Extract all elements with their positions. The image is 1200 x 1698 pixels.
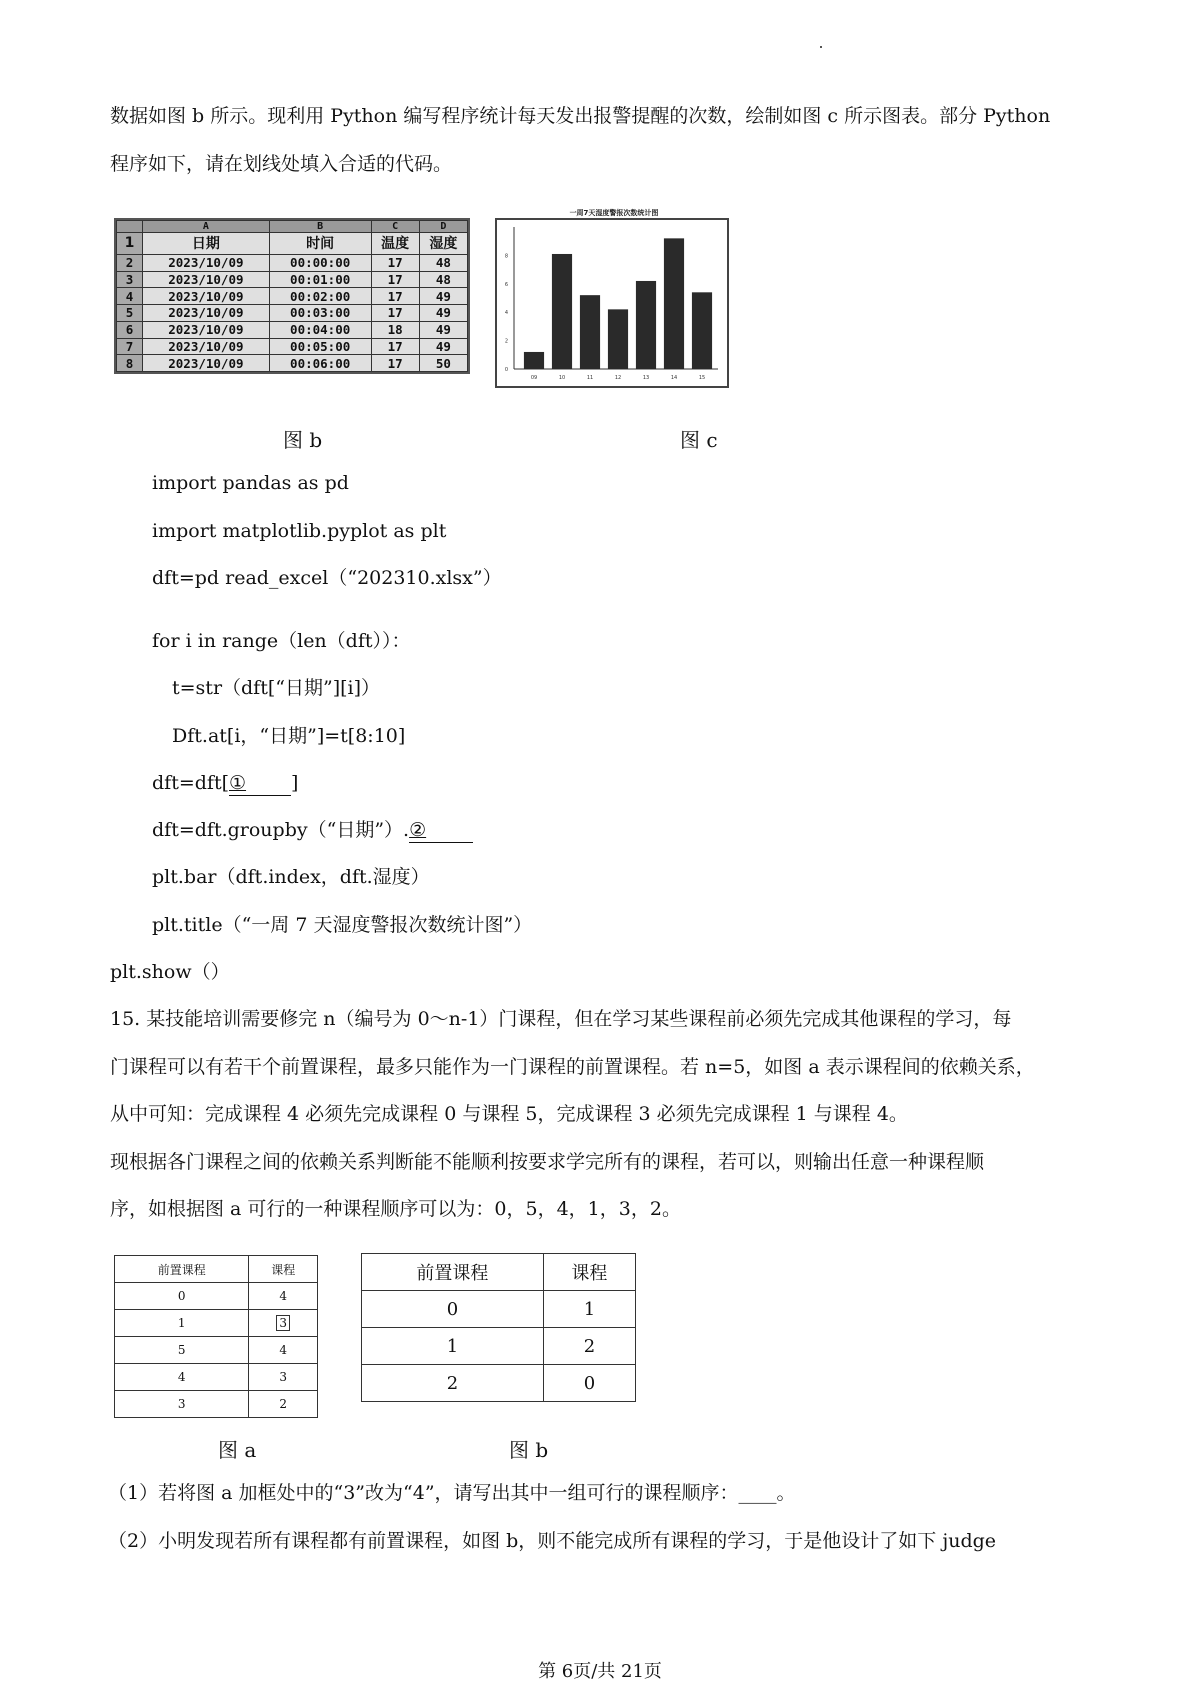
table-cell bbox=[115, 1310, 249, 1337]
chart-x-tick-label: 11 bbox=[586, 375, 594, 381]
chart-y-tick-label: 4 bbox=[504, 310, 508, 317]
code-line-6: Dft.at[i，“日期”]=t[8:10] bbox=[172, 725, 406, 747]
excel-cell: 17 bbox=[371, 254, 419, 271]
table-row bbox=[115, 1310, 318, 1337]
chart-bar bbox=[552, 254, 572, 369]
boxed-cell-value: 3 bbox=[276, 1315, 290, 1331]
table-header-cell: 课程 bbox=[249, 1256, 318, 1283]
excel-cell: 00:05:00 bbox=[269, 338, 371, 355]
cell-value: 2 bbox=[446, 1372, 459, 1394]
excel-field-name: 时间 bbox=[269, 233, 371, 255]
excel-cell: 2023/10/09 bbox=[143, 338, 270, 355]
chart-x-tick-label: 09 bbox=[530, 375, 538, 381]
chart-y-tick-label: 8 bbox=[504, 253, 508, 260]
chart-bar bbox=[692, 292, 712, 369]
cell-value: 5 bbox=[177, 1343, 186, 1357]
table-cell bbox=[249, 1310, 318, 1337]
blank-1-marker: ① bbox=[229, 772, 247, 794]
excel-data-row bbox=[117, 271, 468, 288]
code-line-5: t=str（dft[“日期”][i]） bbox=[172, 677, 381, 699]
scan-speck bbox=[820, 46, 822, 48]
page-footer: 第 6页/共 21页 bbox=[538, 1661, 662, 1682]
excel-col-header: B bbox=[269, 221, 371, 233]
q15-line-4: 现根据各门课程之间的依赖关系判断能不能顺利按要求学完所有的课程，若可以，则输出任意一种课程顺 bbox=[110, 1151, 985, 1173]
table-row bbox=[362, 1328, 636, 1365]
chart-y-tick-label: 0 bbox=[504, 367, 508, 373]
excel-row-number: 6 bbox=[117, 321, 143, 338]
excel-data-row bbox=[117, 355, 468, 372]
cell-value: 2 bbox=[279, 1397, 288, 1411]
excel-field-name: 温度 bbox=[371, 233, 419, 255]
cell-value: 0 bbox=[177, 1289, 186, 1303]
code-line-7-suffix: ] bbox=[291, 772, 299, 794]
table-cell bbox=[543, 1365, 635, 1402]
blank-1 bbox=[229, 772, 291, 796]
chart-x-tick-label: 14 bbox=[670, 375, 678, 381]
code-line-1: import pandas as pd bbox=[152, 472, 349, 494]
table-cell bbox=[249, 1364, 318, 1391]
excel-row-number: 7 bbox=[117, 338, 143, 355]
table-cell bbox=[249, 1391, 318, 1418]
excel-cell: 00:03:00 bbox=[269, 305, 371, 322]
table-header-cell: 课程 bbox=[543, 1254, 635, 1291]
excel-data-row bbox=[117, 288, 468, 305]
chart-x-tick-label: 12 bbox=[614, 375, 622, 381]
code-line-2: import matplotlib.pyplot as plt bbox=[152, 520, 447, 542]
cell-value: 3 bbox=[279, 1370, 288, 1384]
excel-cell: 17 bbox=[371, 288, 419, 305]
q15-line-5: 序，如根据图 a 可行的一种课程顺序可以为：0，5，4，1，3，2。 bbox=[110, 1198, 681, 1220]
table-row bbox=[115, 1364, 318, 1391]
excel-row-number: 8 bbox=[117, 355, 143, 372]
excel-cell: 2023/10/09 bbox=[143, 271, 270, 288]
question-1: （1）若将图 a 加框处中的“3”改为“4”，请写出其中一组可行的课程顺序：____。 bbox=[108, 1482, 796, 1504]
chart-y-tick-label: 6 bbox=[504, 281, 508, 288]
table-row bbox=[362, 1365, 636, 1402]
excel-cell: 2023/10/09 bbox=[143, 321, 270, 338]
caption-fig-a: 图 a bbox=[218, 1438, 257, 1462]
table-header-cell: 前置课程 bbox=[362, 1254, 544, 1291]
table-cell bbox=[362, 1328, 544, 1365]
table-cell bbox=[115, 1364, 249, 1391]
table-cell bbox=[115, 1337, 249, 1364]
chart-bar bbox=[580, 295, 600, 369]
cell-value: 4 bbox=[279, 1289, 288, 1303]
excel-row-number: 3 bbox=[117, 271, 143, 288]
table-cell bbox=[249, 1337, 318, 1364]
caption-fig-b-2: 图 b bbox=[509, 1438, 549, 1462]
chart-y-tick-label: 2 bbox=[504, 338, 508, 345]
cell-value: 4 bbox=[279, 1343, 288, 1357]
cell-value: 1 bbox=[177, 1316, 186, 1330]
code-line-10: plt.title（“一周 7 天湿度警报次数统计图”） bbox=[152, 914, 533, 936]
chart-x-tick-label: 13 bbox=[642, 375, 650, 381]
excel-cell: 2023/10/09 bbox=[143, 355, 270, 372]
intro-line-2: 程序如下，请在划线处填入合适的代码。 bbox=[110, 153, 453, 175]
table-row bbox=[115, 1391, 318, 1418]
excel-cell: 00:02:00 bbox=[269, 288, 371, 305]
excel-col-header-row bbox=[117, 221, 468, 233]
blank-2 bbox=[409, 819, 473, 843]
table-cell bbox=[543, 1328, 635, 1365]
excel-col-header: A bbox=[143, 221, 270, 233]
course-dependency-table-b bbox=[361, 1253, 636, 1402]
excel-row-number: 5 bbox=[117, 305, 143, 322]
code-line-8 bbox=[152, 819, 473, 843]
excel-data-row bbox=[117, 305, 468, 322]
excel-cell: 49 bbox=[419, 288, 467, 305]
code-line-8-prefix: dft=dft.groupby（“日期”）. bbox=[152, 819, 410, 841]
code-line-7-prefix: dft=dft[ bbox=[152, 772, 229, 794]
code-line-7 bbox=[152, 772, 298, 796]
excel-cell: 17 bbox=[371, 271, 419, 288]
table-cell bbox=[115, 1283, 249, 1310]
table-header-cell: 前置课程 bbox=[115, 1256, 249, 1283]
excel-cell: 00:01:00 bbox=[269, 271, 371, 288]
intro-line-1: 数据如图 b 所示。现利用 Python 编写程序统计每天发出报警提醒的次数，绘制如图 c 所示图表。部分 Python bbox=[110, 105, 1051, 127]
table-cell bbox=[543, 1291, 635, 1328]
excel-cell: 48 bbox=[419, 254, 467, 271]
chart-x-tick-label: 15 bbox=[698, 375, 706, 381]
excel-cell: 2023/10/09 bbox=[143, 288, 270, 305]
cell-value: 1 bbox=[446, 1335, 459, 1357]
excel-cell: 49 bbox=[419, 338, 467, 355]
excel-field-name: 日期 bbox=[143, 233, 270, 255]
blank-2-marker: ② bbox=[409, 819, 427, 841]
cell-value: 0 bbox=[583, 1372, 596, 1394]
excel-cell: 49 bbox=[419, 305, 467, 322]
excel-cell: 48 bbox=[419, 271, 467, 288]
table-cell bbox=[362, 1291, 544, 1328]
excel-col-header: D bbox=[419, 221, 467, 233]
q15-line-2: 门课程可以有若干个前置课程，最多只能作为一门课程的前置课程。若 n=5，如图 a 表示课程间的依赖关系， bbox=[110, 1056, 1035, 1078]
chart-bar bbox=[524, 352, 544, 369]
humidity-alarm-bar-chart bbox=[492, 203, 734, 393]
excel-table-figure bbox=[114, 218, 470, 374]
excel-cell: 2023/10/09 bbox=[143, 305, 270, 322]
excel-cell: 00:06:00 bbox=[269, 355, 371, 372]
code-line-3: dft=pd read_excel（“202310.xlsx”） bbox=[152, 567, 502, 589]
excel-field-name: 湿度 bbox=[419, 233, 467, 255]
course-dependency-table-a bbox=[114, 1255, 318, 1418]
q15-line-3: 从中可知：完成课程 4 必须先完成课程 0 与课程 5，完成课程 3 必须先完成课程 1 与课程 4。 bbox=[110, 1103, 908, 1125]
chart-bar bbox=[664, 238, 684, 369]
excel-cell: 49 bbox=[419, 321, 467, 338]
caption-fig-b: 图 b bbox=[283, 428, 323, 452]
cell-value: 1 bbox=[583, 1298, 596, 1320]
excel-cell: 17 bbox=[371, 305, 419, 322]
excel-corner bbox=[117, 221, 143, 233]
table-cell bbox=[362, 1365, 544, 1402]
excel-col-header: C bbox=[371, 221, 419, 233]
chart-x-tick-label: 10 bbox=[558, 375, 566, 381]
table-row bbox=[115, 1283, 318, 1310]
excel-row-number: 2 bbox=[117, 254, 143, 271]
excel-cell: 00:00:00 bbox=[269, 254, 371, 271]
excel-cell: 50 bbox=[419, 355, 467, 372]
question-2: （2）小明发现若所有课程都有前置课程，如图 b，则不能完成所有课程的学习，于是他设计了如下 judge bbox=[108, 1530, 997, 1552]
chart-title: 一周7天湿度警报次数统计图 bbox=[569, 209, 659, 217]
cell-value: 2 bbox=[583, 1335, 596, 1357]
excel-data-row bbox=[117, 321, 468, 338]
excel-cell: 00:04:00 bbox=[269, 321, 371, 338]
excel-row-number: 1 bbox=[117, 233, 143, 255]
q15-line-1: 15. 某技能培训需要修完 n（编号为 0～n-1）门课程，但在学习某些课程前必须先完成其他课程的学习，每 bbox=[110, 1008, 1012, 1030]
table-row bbox=[115, 1337, 318, 1364]
chart-bar bbox=[636, 281, 656, 369]
excel-data-row bbox=[117, 338, 468, 355]
excel-cell: 17 bbox=[371, 355, 419, 372]
table-cell bbox=[249, 1283, 318, 1310]
code-line-9: plt.bar（dft.index，dft.湿度） bbox=[152, 866, 430, 888]
table-cell bbox=[115, 1391, 249, 1418]
excel-cell: 18 bbox=[371, 321, 419, 338]
excel-cell: 2023/10/09 bbox=[143, 254, 270, 271]
excel-field-row bbox=[117, 233, 468, 255]
caption-fig-c: 图 c bbox=[680, 428, 718, 452]
table-header-row bbox=[362, 1254, 636, 1291]
cell-value: 0 bbox=[446, 1298, 459, 1320]
table-header-row bbox=[115, 1256, 318, 1283]
excel-data-row bbox=[117, 254, 468, 271]
excel-cell: 17 bbox=[371, 338, 419, 355]
excel-row-number: 4 bbox=[117, 288, 143, 305]
excel-table bbox=[116, 220, 468, 372]
chart-bar bbox=[608, 309, 628, 369]
table-row bbox=[362, 1291, 636, 1328]
code-line-4: for i in range（len（dft））： bbox=[152, 630, 411, 652]
code-line-11: plt.show（） bbox=[110, 961, 230, 983]
cell-value: 3 bbox=[177, 1397, 186, 1411]
cell-value: 4 bbox=[177, 1370, 186, 1384]
